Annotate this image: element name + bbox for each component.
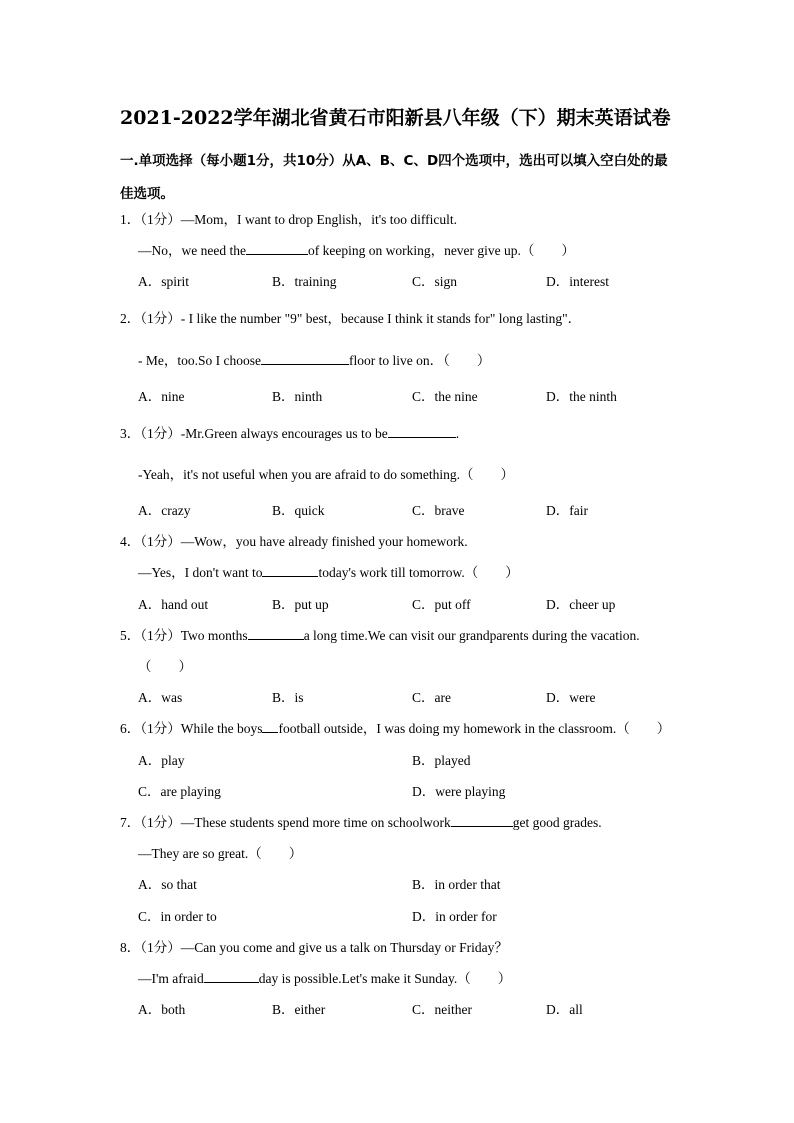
question-5-line-1 (120, 624, 640, 644)
question-8-reply-start: —I'm afraid (138, 971, 204, 986)
question-5-option-a: A．was (138, 690, 183, 705)
question-3-line-1 (120, 422, 459, 442)
question-1-option-b: B．training (272, 274, 337, 289)
question-6-option-d: D．were playing (412, 784, 506, 799)
question-1-line-1 (120, 208, 457, 228)
question-5-stem-end: a long time.We can visit our grandparents during the vacation. (303, 628, 640, 643)
question-4-option-a: A．hand out (138, 597, 209, 612)
question-5-option-b: B．is (272, 690, 304, 705)
answer-blank (262, 720, 278, 733)
question-3-option-c: C．brave (412, 503, 465, 518)
question-1-reply-end: of keeping on working，never give up.（ ） (307, 243, 575, 258)
question-6-stem: 6．（1分）While the boys (120, 721, 263, 736)
answer-blank (388, 425, 456, 438)
question-7-reply: —They are so great.（ ） (138, 846, 303, 861)
question-3-stem-end: . (455, 426, 460, 441)
question-7-option-c: C．in order to (138, 909, 217, 924)
question-8-option-d: D．all (546, 1002, 583, 1017)
answer-blank (262, 564, 318, 577)
answer-blank (204, 970, 259, 983)
question-5-option-c: C．are (412, 690, 451, 705)
question-3-stem: 3．（1分）-Mr.Green always encourages us to be (120, 426, 388, 441)
question-8-line-1 (120, 936, 508, 956)
question-6-option-b: B．played (412, 753, 471, 768)
question-7-stem-end: get good grades. (512, 815, 602, 830)
question-4-line-2 (138, 561, 519, 581)
question-2-reply-start: - Me，too.So I choose (138, 353, 261, 368)
question-2-line-1 (120, 307, 581, 327)
question-7-line-2 (138, 842, 302, 862)
question-2-option-d: D．the ninth (546, 389, 617, 404)
question-1-option-d: D．interest (546, 274, 609, 289)
question-3-line-2 (138, 463, 514, 483)
question-4-option-c: C．put off (412, 597, 471, 612)
question-1-reply-start: —No，we need the (138, 243, 246, 258)
question-7-option-d: D．in order for (412, 909, 497, 924)
question-8-option-c: C．neither (412, 1002, 472, 1017)
question-8-stem: 8．（1分）—Can you come and give us a talk on Thursday or Friday？ (120, 940, 508, 955)
question-2-option-b: B．ninth (272, 389, 323, 404)
question-7-stem: 7．（1分）—These students spend more time on schoolwork (120, 815, 451, 830)
question-4-option-d: D．cheer up (546, 597, 616, 612)
question-8-option-a: A．both (138, 1002, 186, 1017)
question-3-option-b: B．quick (272, 503, 325, 518)
answer-blank (246, 242, 308, 255)
exam-title: 2021-2022学年湖北省黄石市阳新县八年级（下）期末英语试卷 (120, 107, 671, 129)
answer-blank (248, 627, 304, 640)
question-1-option-a: A．spirit (138, 274, 190, 289)
question-2-reply-end: floor to live on．（ ） (348, 353, 491, 368)
answer-blank (261, 352, 349, 365)
section-heading: 一.单项选择（每小题1分，共10分）从A、B、C、D四个选项中，选出可以填入空白处的最佳选项。 (120, 153, 668, 202)
question-4-line-1 (120, 530, 468, 550)
question-4-stem: 4．（1分）—Wow，you have already finished your homework. (120, 534, 468, 549)
question-3-option-d: D．fair (546, 503, 588, 518)
question-5-stem: 5．（1分）Two months (120, 628, 248, 643)
question-2-stem: 2．（1分）- I like the number "9" best，because I think it stands for" long lasting"． (120, 311, 582, 326)
question-5-option-d: D．were (546, 690, 596, 705)
question-4-option-b: B．put up (272, 597, 329, 612)
question-2-option-a: A．nine (138, 389, 185, 404)
question-7-line-1 (120, 811, 602, 831)
question-4-reply-start: —Yes，I don't want to (138, 565, 263, 580)
question-1-stem: 1．（1分）—Mom，I want to drop English，it's too difficult. (120, 212, 458, 227)
question-5-answer-bracket: （ ） (138, 659, 192, 674)
question-8-line-2 (138, 967, 511, 987)
question-8-option-b: B．either (272, 1002, 326, 1017)
answer-blank (451, 814, 513, 827)
question-7-option-a: A．so that (138, 877, 197, 892)
question-8-reply-end: day is possible.Let's make it Sunday.（ ） (258, 971, 512, 986)
question-3-option-a: A．crazy (138, 503, 191, 518)
question-7-option-b: B．in order that (412, 877, 501, 892)
question-6-option-a: A．play (138, 753, 185, 768)
question-2-line-2 (138, 349, 490, 369)
question-1-option-c: C．sign (412, 274, 458, 289)
question-2-option-c: C．the nine (412, 389, 478, 404)
question-4-reply-end: today's work till tomorrow.（ ） (318, 565, 519, 580)
question-6-line-1 (120, 717, 670, 737)
question-6-option-c: C．are playing (138, 784, 221, 799)
question-1-line-2 (138, 239, 575, 259)
question-5-line-2 (138, 655, 192, 675)
question-3-reply: -Yeah，it's not useful when you are afraid to do something.（ ） (138, 467, 515, 482)
question-6-stem-end: football outside，I was doing my homework in the classroom.（ ） (278, 721, 671, 736)
